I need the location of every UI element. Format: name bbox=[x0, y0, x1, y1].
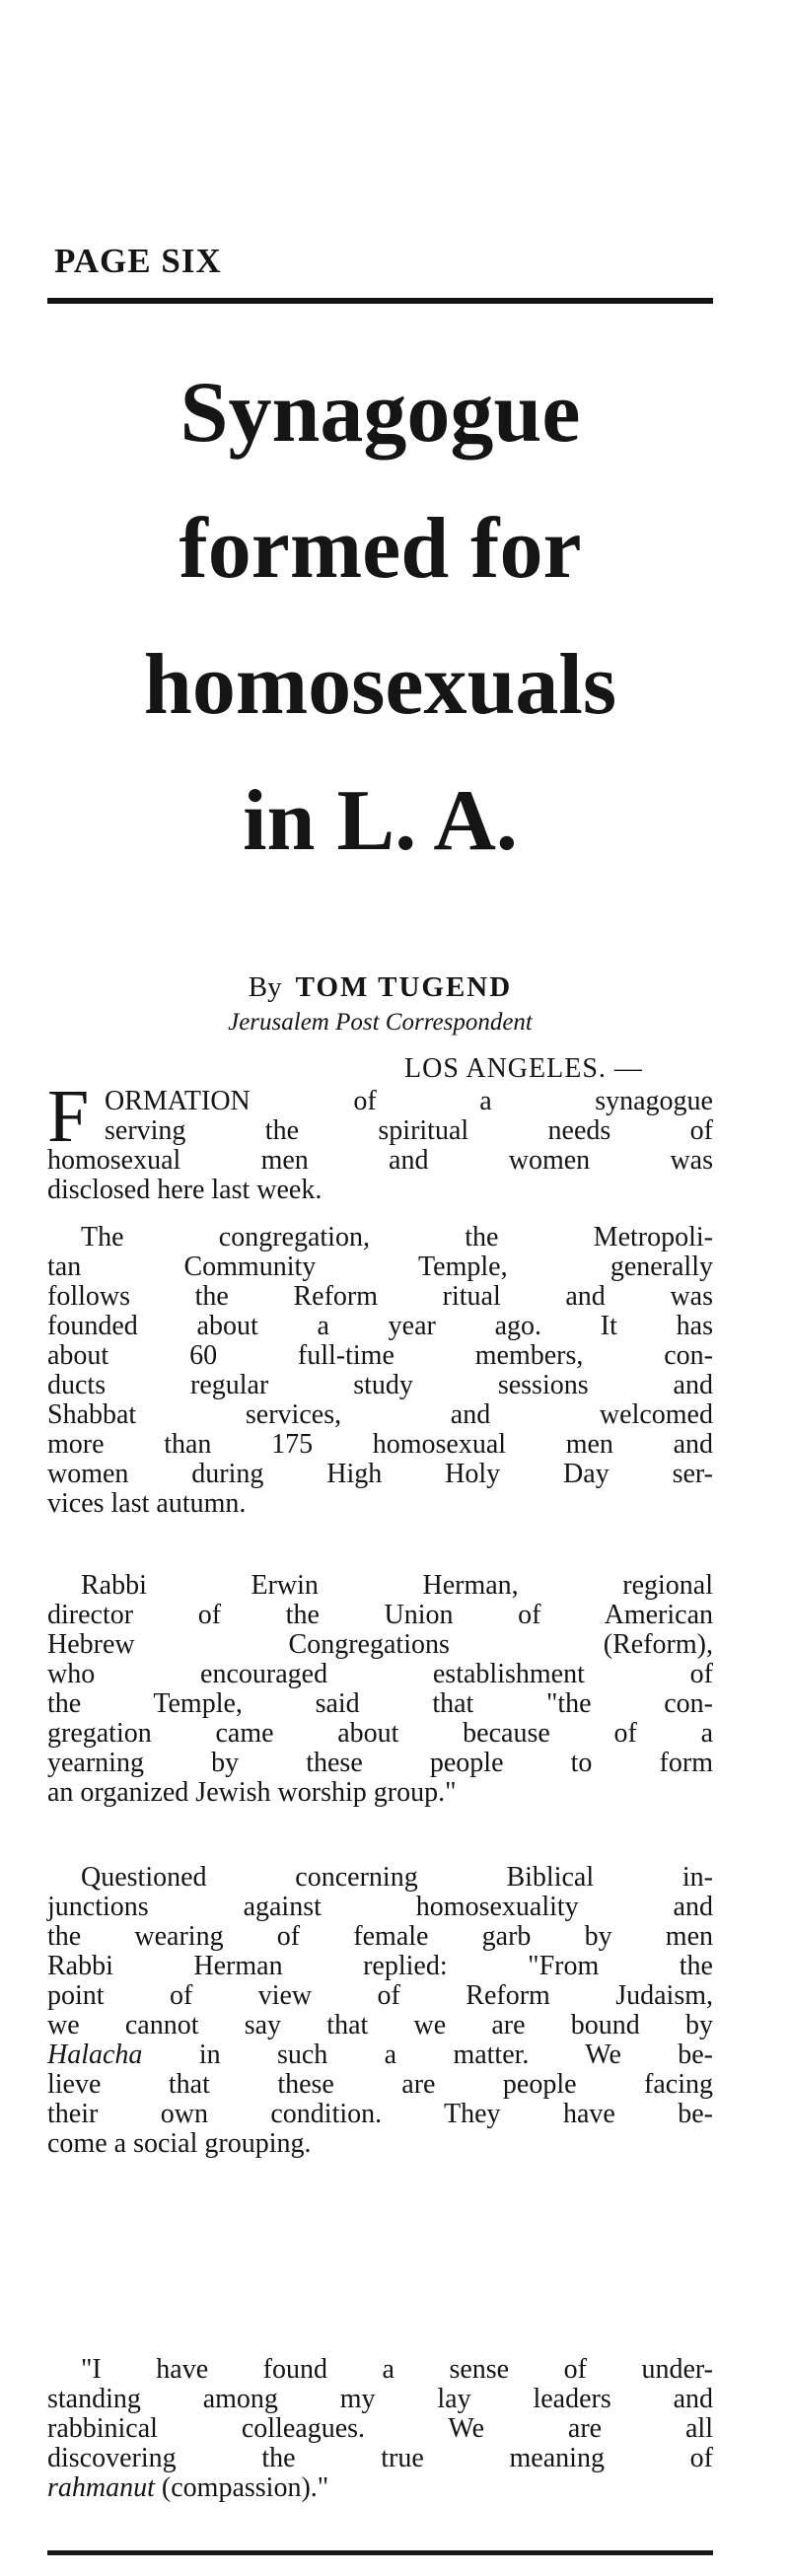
byline-prefix: By bbox=[248, 971, 282, 1003]
text-line: disclosed here last week. bbox=[47, 1175, 323, 1205]
byline-credit: Jerusalem Post Correspondent bbox=[228, 1009, 533, 1036]
headline-line-3: homosexuals bbox=[143, 637, 617, 733]
text-line: ducts regular study sessions and bbox=[47, 1370, 713, 1400]
text-line: more than 175 homosexual men and bbox=[47, 1429, 713, 1460]
text-line: junctions against homosexuality and bbox=[47, 1892, 713, 1922]
paragraph-1-top bbox=[105, 1087, 713, 1146]
headline-line-1: Synagogue bbox=[179, 365, 581, 461]
text-line: lieve that these are people facing bbox=[47, 2069, 713, 2100]
headline-line-2: formed for bbox=[179, 501, 582, 597]
section-label: PAGE SIX bbox=[54, 242, 222, 280]
text-line: Rabbi Herman replied: "From the bbox=[47, 1951, 713, 1981]
top-rule bbox=[47, 298, 713, 304]
text-line: yearning by these people to form bbox=[47, 1748, 713, 1778]
headline bbox=[47, 345, 713, 890]
text-line: point of view of Reform Judaism, bbox=[47, 1980, 713, 2011]
paragraph-3 bbox=[47, 1571, 713, 1808]
text-line: director of the Union of American bbox=[47, 1600, 713, 1630]
text-line: The congregation, the Metropoli- bbox=[81, 1222, 713, 1252]
byline bbox=[47, 971, 713, 1004]
paragraph-2 bbox=[47, 1223, 713, 1519]
text-line: "I have found a sense of under- bbox=[81, 2354, 713, 2385]
text-line: ORMATION of a synagogue bbox=[105, 1086, 713, 1116]
text-line: we cannot say that we are bound by bbox=[47, 2010, 713, 2040]
emphasis-rahmanut: rahmanut bbox=[47, 2472, 155, 2503]
dateline: LOS ANGELES. — bbox=[404, 1053, 643, 1084]
text-line: follows the Reform ritual and was bbox=[47, 1281, 713, 1312]
text-line: discovering the true meaning of bbox=[47, 2443, 713, 2473]
text-line bbox=[47, 2040, 713, 2070]
text-line: Hebrew Congregations (Reform), bbox=[47, 1629, 713, 1660]
text-line: women during High Holy Day ser- bbox=[47, 1459, 713, 1489]
text-line: about 60 full-time members, con- bbox=[47, 1340, 713, 1371]
text-line: Rabbi Erwin Herman, regional bbox=[81, 1570, 713, 1601]
text-line: Shabbat services, and welcomed bbox=[47, 1399, 713, 1430]
text-line: who encouraged establishment of bbox=[47, 1659, 713, 1689]
text-line: come a social grouping. bbox=[47, 2128, 312, 2159]
drop-cap: F bbox=[47, 1075, 90, 1158]
text-line: gregation came about because of a bbox=[47, 1718, 713, 1749]
text-line: founded about a year ago. It has bbox=[47, 1311, 713, 1341]
text-line: vices last autumn. bbox=[47, 1488, 247, 1519]
text-line: the wearing of female garb by men bbox=[47, 1921, 713, 1952]
text-line: the Temple, said that "the con- bbox=[47, 1688, 713, 1719]
text-line: homosexual men and women was bbox=[47, 1145, 713, 1176]
text-fragment: (compassion)." bbox=[161, 2472, 329, 2503]
bottom-rule bbox=[47, 2550, 713, 2555]
text-line: standing among my lay leaders and bbox=[47, 2384, 713, 2414]
text-line: their own condition. They have be- bbox=[47, 2099, 713, 2129]
text-line: rabbinical colleagues. We are all bbox=[47, 2413, 713, 2444]
byline-author: TOM TUGEND bbox=[295, 971, 513, 1003]
text-line: serving the spiritual needs of bbox=[105, 1115, 713, 1146]
text-line: an organized Jewish worship group." bbox=[47, 1777, 457, 1808]
text-line: tan Community Temple, generally bbox=[47, 1252, 713, 1282]
text-fragment: in such a matter. We be- bbox=[198, 2039, 713, 2070]
paragraph-1-rest bbox=[47, 1146, 713, 1205]
headline-line-4: in L. A. bbox=[243, 773, 518, 869]
paragraph-4 bbox=[47, 1863, 713, 2159]
text-line bbox=[47, 2473, 713, 2503]
text-line: Questioned concerning Biblical in- bbox=[81, 1862, 713, 1893]
paragraph-5 bbox=[47, 2355, 713, 2503]
emphasis-halacha: Halacha bbox=[47, 2039, 143, 2070]
